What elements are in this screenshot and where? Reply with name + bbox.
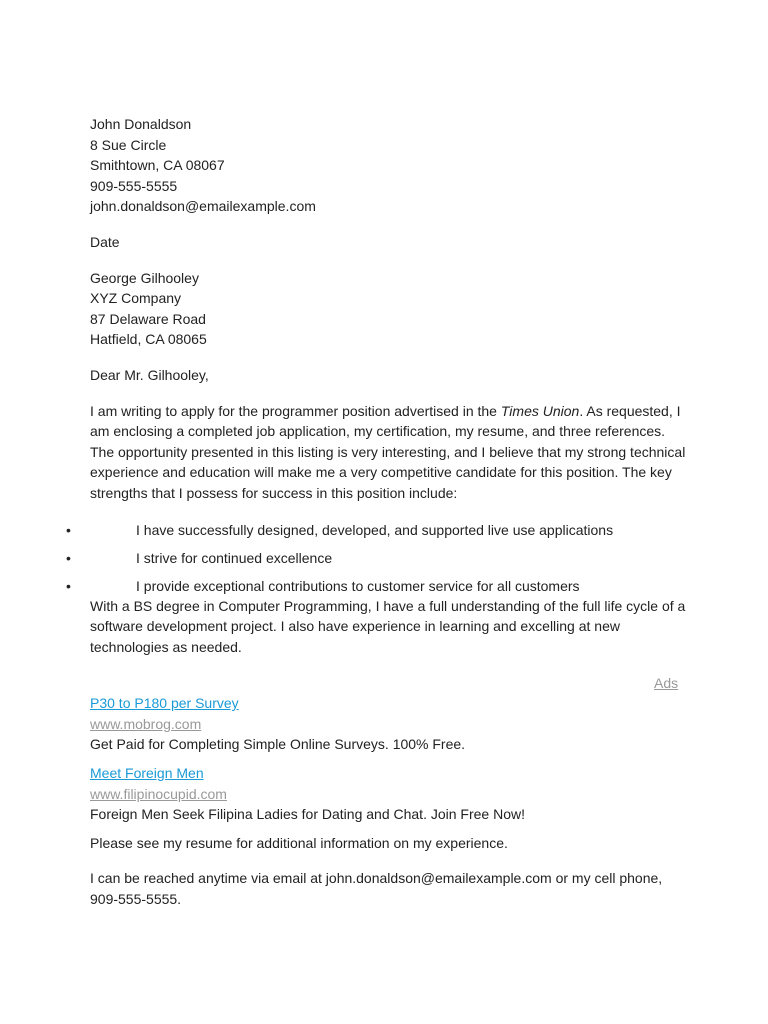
strength-text: I strive for continued excellence	[136, 549, 333, 566]
list-item	[66, 520, 690, 548]
resume-paragraph: Please see my resume for additional information on my experience.	[90, 834, 508, 851]
recipient-company: XYZ Company	[90, 290, 182, 307]
list-item	[66, 576, 690, 596]
degree-paragraph: With a BS degree in Computer Programming, I have a full understanding of the full life cycle of a software development project. I also have experience in learning and excelling at new technologies as needed.	[90, 597, 686, 655]
ad-description: Foreign Men Seek Filipina Ladies for Dating and Chat. Join Free Now!	[90, 806, 525, 823]
ads-label-link[interactable]: Ads	[654, 675, 679, 692]
sender-name: John Donaldson	[90, 116, 192, 132]
bullet-icon: •	[66, 521, 71, 538]
contact-paragraph: I can be reached anytime via email at john.donaldson@emailexample.com or my cell phone, 909-555-5555.	[90, 870, 663, 908]
strength-text: I have successfully designed, developed, and supported live use applications	[136, 521, 614, 538]
strengths-list	[66, 520, 690, 596]
recipient-name: George Gilhooley	[90, 269, 199, 286]
ad-title-link[interactable]: P30 to P180 per Survey	[90, 695, 239, 712]
intro-text-after: . As requested, I am enclosing a completed job application, my certification, my resume, and three references. The opportunity presented in this listing is very interesting, and I believe that my strong technical experience and education will make me a very competitive candidate for this position. The key strengths that I possess for success in this position include:	[90, 402, 686, 501]
sender-phone: 909-555-5555	[90, 177, 178, 194]
bullet-icon: •	[66, 577, 71, 594]
ad-item	[90, 693, 690, 755]
ads-header	[90, 673, 690, 693]
salutation: Dear Mr. Gilhooley,	[90, 366, 209, 383]
recipient-city: Hatfield, CA 08065	[90, 331, 207, 348]
sender-street: 8 Sue Circle	[90, 136, 167, 153]
recipient-street: 87 Delaware Road	[90, 310, 206, 327]
intro-text-before: I am writing to apply for the programmer position advertised in the	[90, 402, 501, 419]
list-item	[66, 548, 690, 576]
sender-city: Smithtown, CA 08067	[90, 157, 225, 174]
intro-paragraph	[90, 401, 690, 504]
ad-description: Get Paid for Completing Simple Online Surveys. 100% Free.	[90, 736, 466, 753]
ad-item	[90, 763, 690, 825]
letter-body	[66, 114, 690, 910]
publication-name: Times Union	[500, 402, 580, 419]
recipient-address	[90, 268, 690, 350]
sender-address	[90, 114, 690, 217]
ad-title-link[interactable]: Meet Foreign Men	[90, 765, 204, 782]
letter-date: Date	[90, 233, 120, 250]
ad-url-link[interactable]: www.mobrog.com	[90, 715, 202, 732]
sender-email: john.donaldson@emailexample.com	[90, 198, 316, 215]
strength-text: I provide exceptional contributions to customer service for all customers	[136, 577, 580, 594]
ad-url-link[interactable]: www.filipinocupid.com	[90, 785, 227, 802]
bullet-icon: •	[66, 549, 71, 566]
